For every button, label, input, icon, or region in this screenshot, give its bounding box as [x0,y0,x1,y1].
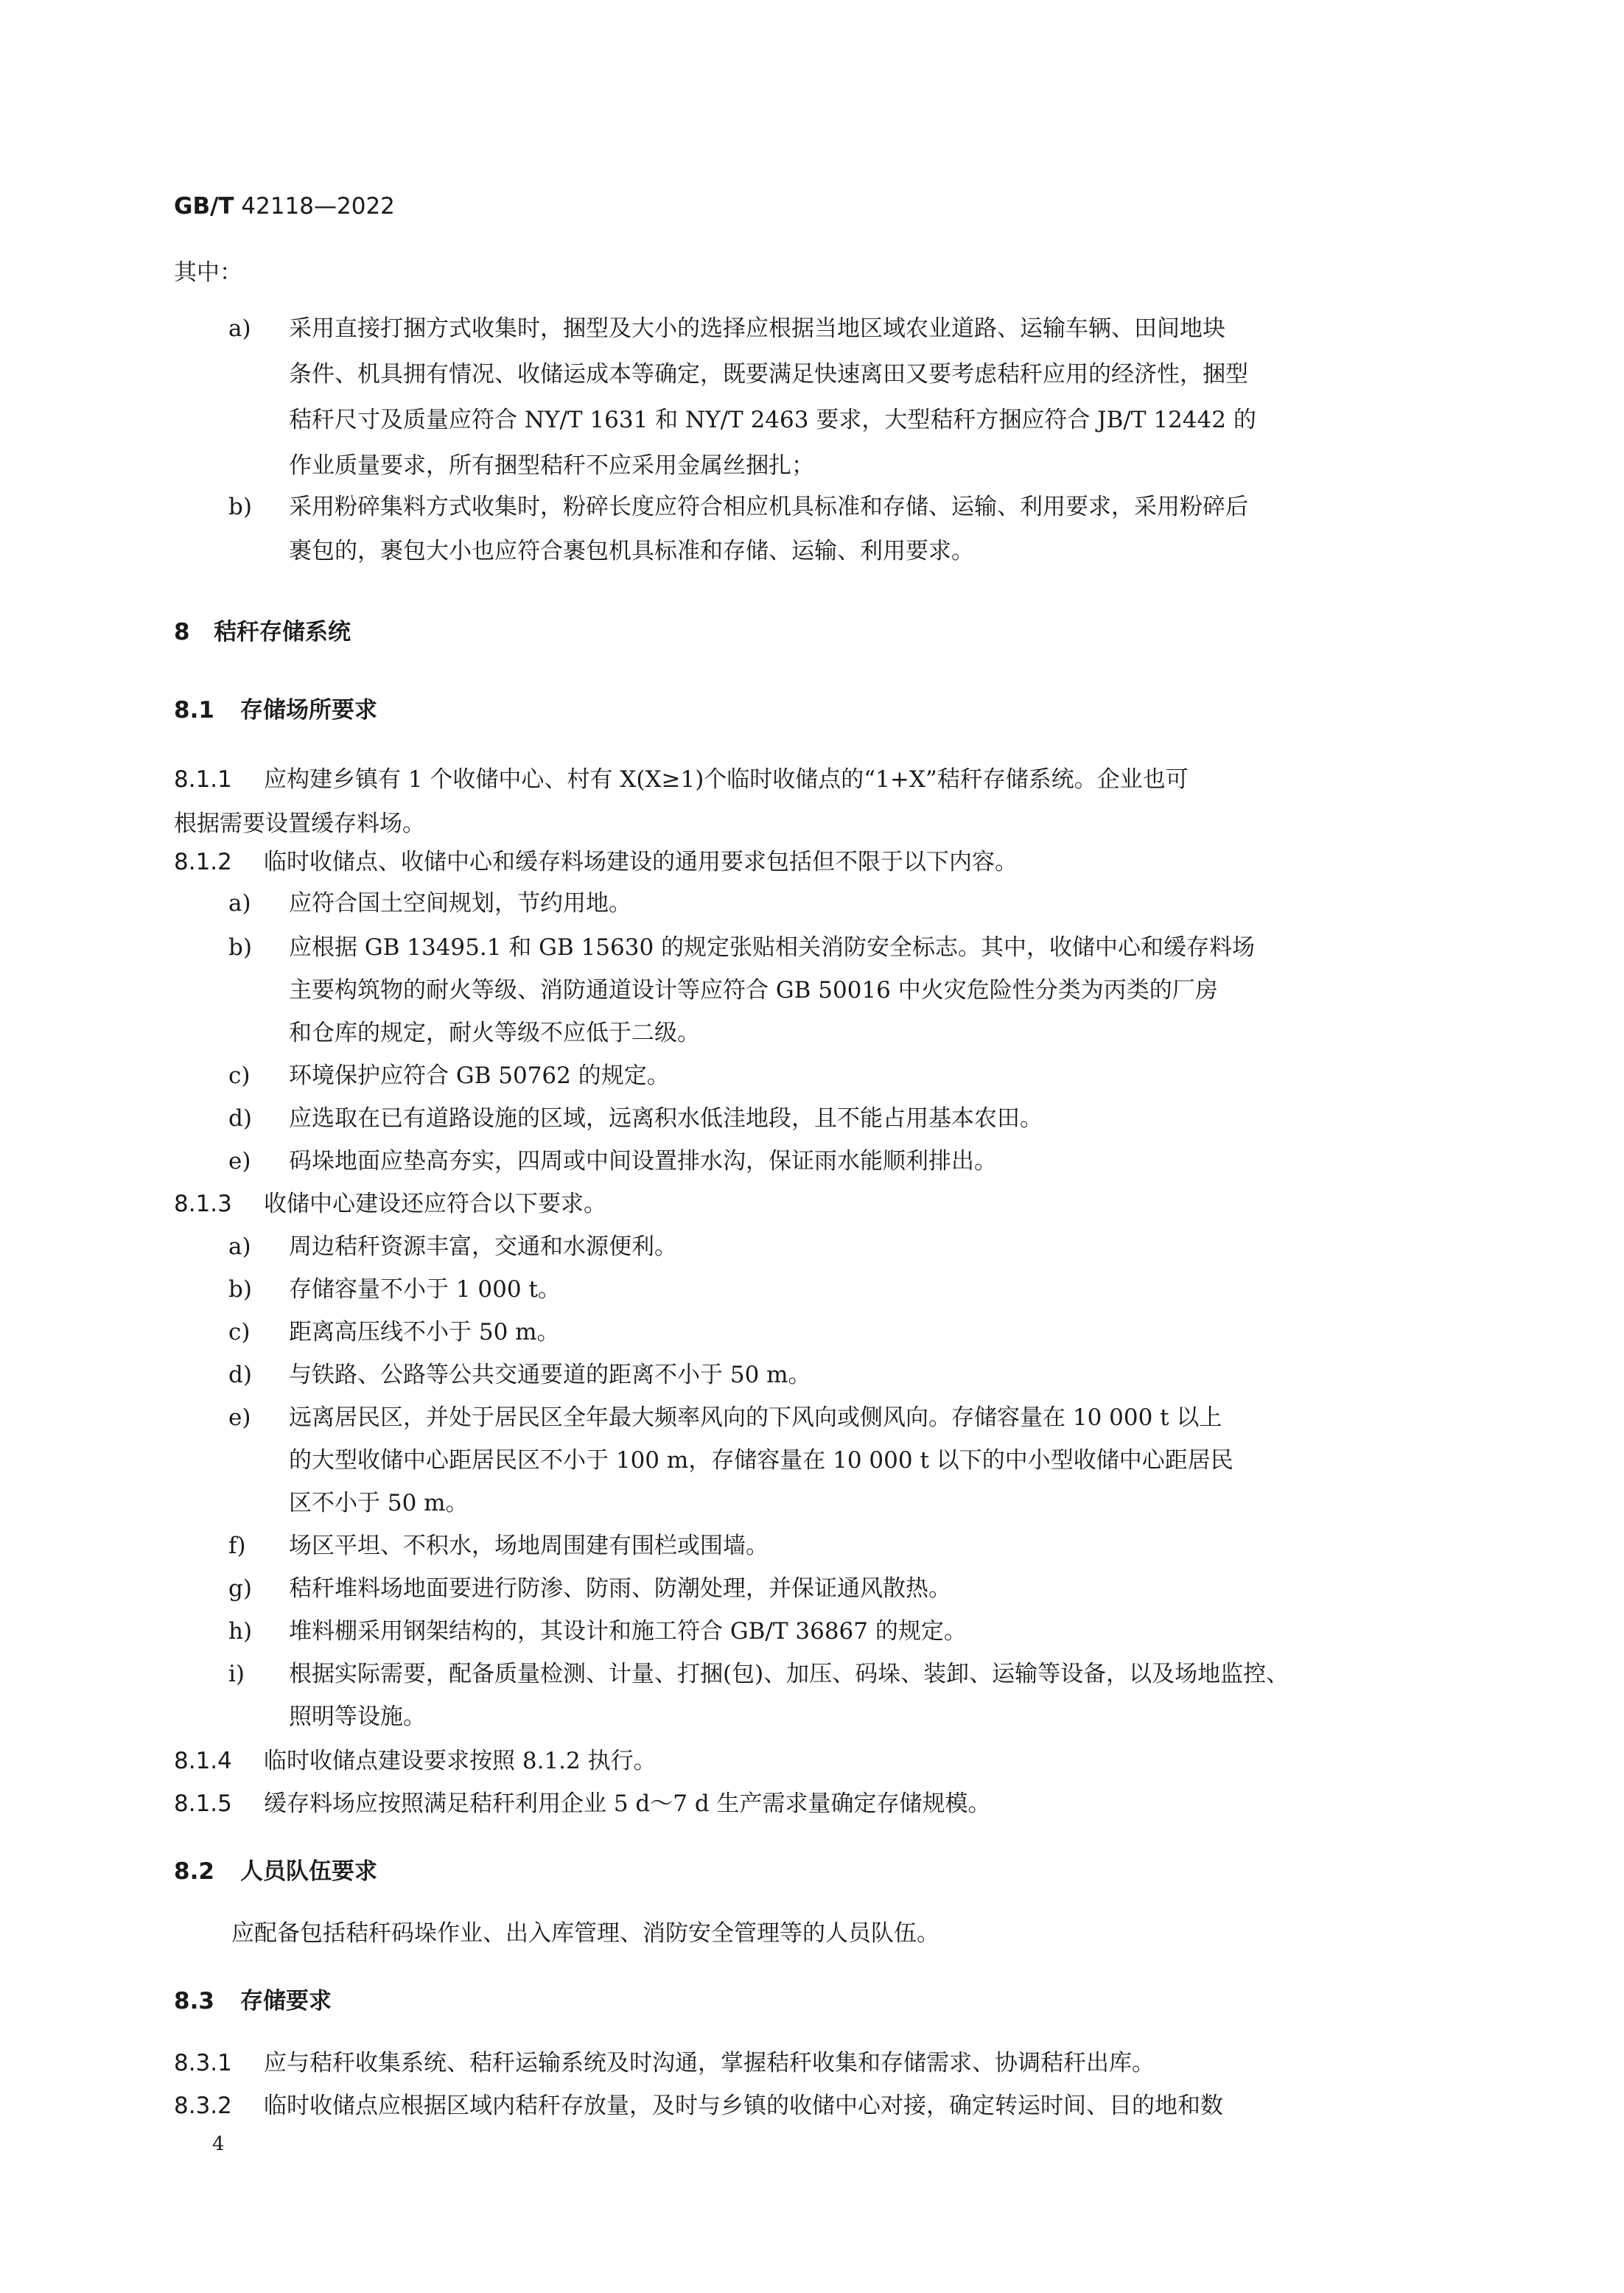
clause-text: 临时收储点建设要求按照 8.1.2 执行。 [264,1748,657,1774]
list-item-line: 根据实际需要，配备质量检测、计量、打捆(包)、加压、码垛、装卸、运输等设备，以及场地监控、 [289,1661,1289,1687]
list-item-line: 码垛地面应垫高夯实，四周或中间设置排水沟，保证雨水能顺利排出。 [289,1148,997,1174]
list-item-line: 应符合国土空间规划，节约用地。 [289,890,631,917]
list-marker: e) [228,1148,251,1174]
clause-text: 临时收储点、收储中心和缓存料场建设的通用要求包括但不限于以下内容。 [264,849,1018,875]
list-marker: d) [228,1105,252,1132]
standard-code-header [174,193,395,220]
list-item-line: 作业质量要求，所有捆型秸秆不应采用金属丝捆扎； [289,452,814,479]
subsection-title: 人员队伍要求 [240,1858,377,1885]
list-item-line: 周边秸秆资源丰富，交通和水源便利。 [289,1233,677,1260]
list-marker: e) [228,1404,251,1431]
standard-code-prefix: GB/T [174,193,234,220]
clause-text: 临时收储点应根据区域内秸秆存放量，及时与乡镇的收储中心对接，确定转运时间、目的地和数 [264,2093,1223,2119]
list-marker: d) [228,1362,252,1388]
list-item-line: 距离高压线不小于 50 m。 [289,1319,560,1345]
clause-number: 8.1.5 [174,1790,232,1817]
list-marker: g) [228,1575,252,1602]
list-item-line: 应根据 GB 13495.1 和 GB 15630 的规定张贴相关消防安全标志。其中，收储中心和缓存料场 [289,934,1256,961]
list-marker: a) [228,890,251,917]
standard-code-number: 42118—2022 [234,193,395,220]
intro-label: 其中： [174,259,242,286]
list-item-line: 存储容量不小于 1 000 t。 [289,1276,561,1303]
list-item-line: 与铁路、公路等公共交通要道的距离不小于 50 m。 [289,1362,811,1388]
clause-text: 应与秸秆收集系统、秸秆运输系统及时沟通，掌握秸秆收集和存储需求、协调秸秆出库。 [264,2050,1155,2076]
list-item-line: 远离居民区，并处于居民区全年最大频率风向的下风向或侧风向。存储容量在 10 000 t 以上 [289,1404,1222,1431]
list-item-line: 环境保护应符合 GB 50762 的规定。 [289,1063,670,1089]
list-marker: b) [228,1276,252,1303]
list-item-line: 场区平坦、不积水，场地周围建有围栏或围墙。 [289,1533,769,1559]
subsection-number: 8.2 [174,1858,214,1885]
clause-number: 8.3.2 [174,2093,232,2119]
subsection-title: 存储要求 [240,1988,332,2014]
list-marker: c) [228,1063,251,1089]
clause-text: 收储中心建设还应符合以下要求。 [264,1191,606,1217]
list-marker: c) [228,1319,251,1345]
list-item-line: 区不小于 50 m。 [289,1490,469,1516]
section-number: 8 [174,619,190,645]
list-marker: a) [228,315,251,342]
clause-line: 根据需要设置缓存料场。 [174,811,425,837]
list-marker: b) [228,934,252,961]
subsection-title: 存储场所要求 [240,697,377,724]
paragraph: 应配备包括秸秆码垛作业、出入库管理、消防安全管理等的人员队伍。 [231,1920,939,1947]
section-title: 秸秆存储系统 [214,619,351,645]
subsection-number: 8.1 [174,697,214,724]
clause-number: 8.1.4 [174,1748,232,1774]
clause-number: 8.3.1 [174,2050,232,2076]
subsection-number: 8.3 [174,1988,214,2014]
list-item-line: 照明等设施。 [289,1704,426,1730]
list-item-line: 秸秆堆料场地面要进行防渗、防雨、防潮处理，并保证通风散热。 [289,1575,951,1602]
clause-number: 8.1.1 [174,766,232,793]
clause-text: 缓存料场应按照满足秸秆利用企业 5 d～7 d 生产需求量确定存储规模。 [264,1790,991,1817]
list-marker: h) [228,1618,253,1645]
list-item-line: 裹包的，裹包大小也应符合裹包机具标准和存储、运输、利用要求。 [289,538,974,564]
list-item-line: 和仓库的规定，耐火等级不应低于二级。 [289,1020,700,1046]
list-marker: i) [228,1661,245,1687]
list-item-line: 应选取在已有道路设施的区域，远离积水低洼地段，且不能占用基本农田。 [289,1105,1043,1132]
list-item-line: 条件、机具拥有情况、收储运成本等确定，既要满足快速离田又要考虑秸秆应用的经济性，捆型 [289,361,1248,388]
list-item-line: 秸秆尺寸及质量应符合 NY/T 1631 和 NY/T 2463 要求，大型秸秆方捆应符合 JB/T 12442 的 [289,407,1256,433]
clause-number: 8.1.3 [174,1191,232,1217]
list-marker: b) [228,494,252,520]
list-item-line: 堆料棚采用钢架结构的，其设计和施工符合 GB/T 36867 的规定。 [289,1618,967,1645]
clause-line: 应构建乡镇有 1 个收储中心、村有 X(X≥1)个临时收储点的“1+X”秸秆存储系统。企业也可 [264,766,1189,793]
list-item-line: 的大型收储中心距居民区不小于 100 m，存储容量在 10 000 t 以下的中小型收储中心距居民 [289,1447,1233,1474]
page-number: 4 [212,2133,225,2155]
clause-number: 8.1.2 [174,849,232,875]
list-marker: f) [228,1533,246,1559]
list-item-line: 主要构筑物的耐火等级、消防通道设计等应符合 GB 50016 中火灾危险性分类为丙类的厂房 [289,977,1218,1004]
list-item-line: 采用直接打捆方式收集时，捆型及大小的选择应根据当地区域农业道路、运输车辆、田间地块 [289,315,1225,342]
list-item-line: 采用粉碎集料方式收集时，粉碎长度应符合相应机具标准和存储、运输、利用要求，采用粉碎后 [289,494,1248,520]
list-marker: a) [228,1233,251,1260]
